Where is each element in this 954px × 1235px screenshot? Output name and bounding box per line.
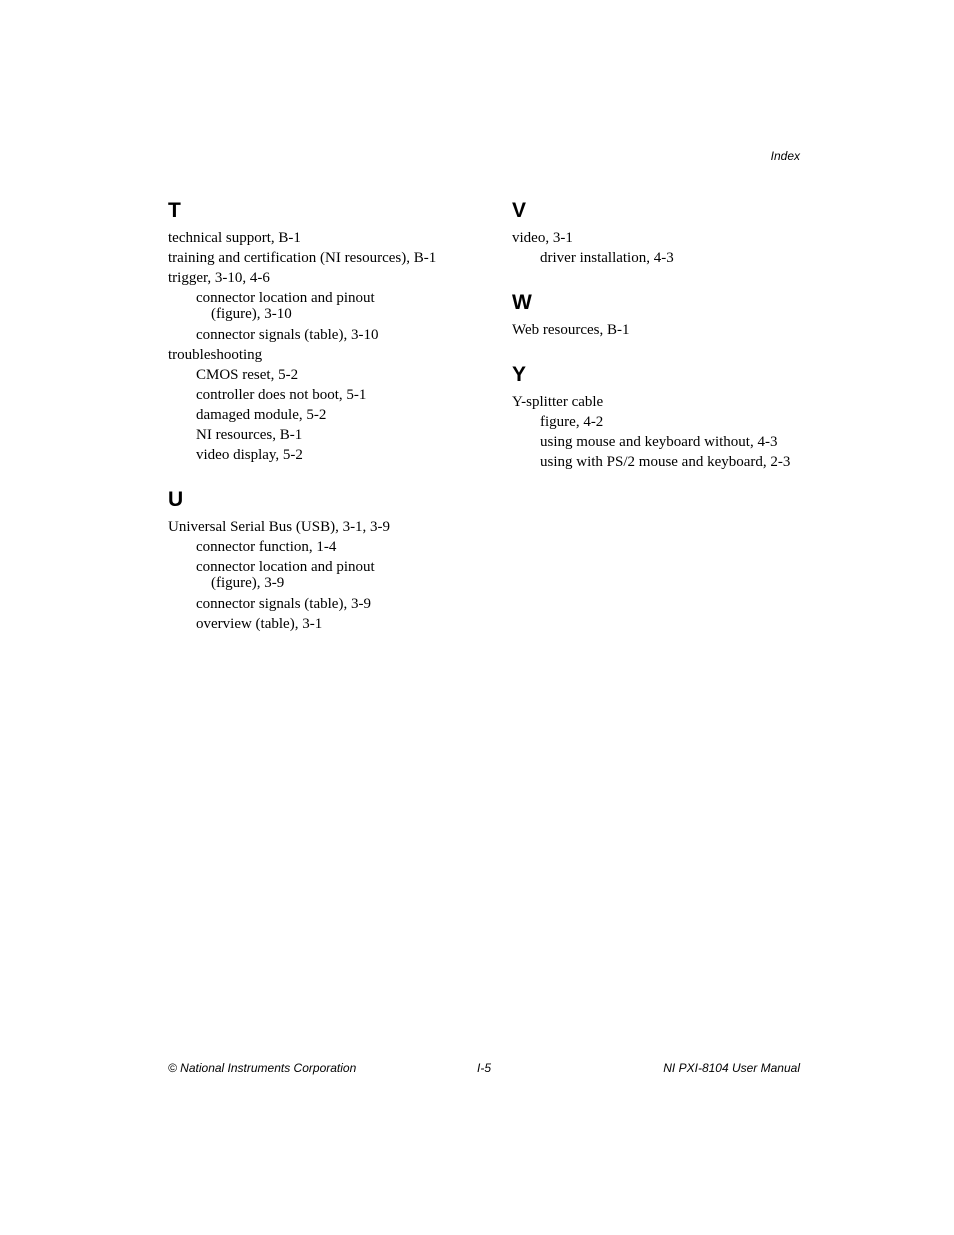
index-entry: trigger, 3-10, 4-6 <box>168 270 270 286</box>
index-subentry-continuation: (figure), 3-9 <box>211 575 285 591</box>
section-letter: T <box>168 199 181 222</box>
index-subentry: video display, 5-2 <box>196 447 303 463</box>
index-entry: video, 3-1 <box>512 230 573 246</box>
index-section-v <box>512 198 812 268</box>
index-subentry: connector signals (table), 3-9 <box>196 596 371 612</box>
index-subentry: using with PS/2 mouse and keyboard, 2-3 <box>540 454 791 470</box>
running-head: Index <box>770 149 800 163</box>
index-entry: training and certification (NI resources), B-1 <box>168 250 437 266</box>
index-subentry: CMOS reset, 5-2 <box>196 367 299 383</box>
index-column-right <box>512 198 812 494</box>
index-subentry: damaged module, 5-2 <box>196 407 327 423</box>
index-subentry: figure, 4-2 <box>540 414 604 430</box>
section-letter: Y <box>512 363 527 386</box>
index-subentry: connector location and pinout <box>196 559 375 575</box>
index-subentry: driver installation, 4-3 <box>540 250 674 266</box>
section-letter: U <box>168 488 184 511</box>
index-entry: troubleshooting <box>168 347 263 363</box>
index-section-y <box>512 362 812 472</box>
index-section-w <box>512 290 812 340</box>
index-subentry-continuation: (figure), 3-10 <box>211 306 292 322</box>
index-subentry: controller does not boot, 5-1 <box>196 387 367 403</box>
index-entry: Web resources, B-1 <box>512 322 630 338</box>
index-entry: Y-splitter cable <box>512 394 604 410</box>
index-entry: technical support, B-1 <box>168 230 301 246</box>
index-subentry: connector signals (table), 3-10 <box>196 327 379 343</box>
index-column-left <box>168 198 488 656</box>
index-subentry: using mouse and keyboard without, 4-3 <box>540 434 778 450</box>
index-subentry: NI resources, B-1 <box>196 427 303 443</box>
index-subentry: connector location and pinout <box>196 290 375 306</box>
index-section-t <box>168 198 488 465</box>
index-entry: Universal Serial Bus (USB), 3-1, 3-9 <box>168 519 391 535</box>
footer-copyright: © National Instruments Corporation <box>168 1061 357 1075</box>
footer-manual-title: NI PXI-8104 User Manual <box>663 1061 800 1075</box>
section-letter: V <box>512 199 527 222</box>
index-section-u <box>168 487 488 634</box>
footer-page-number: I-5 <box>477 1061 492 1075</box>
index-subentry: connector function, 1-4 <box>196 539 337 555</box>
index-subentry: overview (table), 3-1 <box>196 616 323 632</box>
section-letter: W <box>512 291 532 314</box>
